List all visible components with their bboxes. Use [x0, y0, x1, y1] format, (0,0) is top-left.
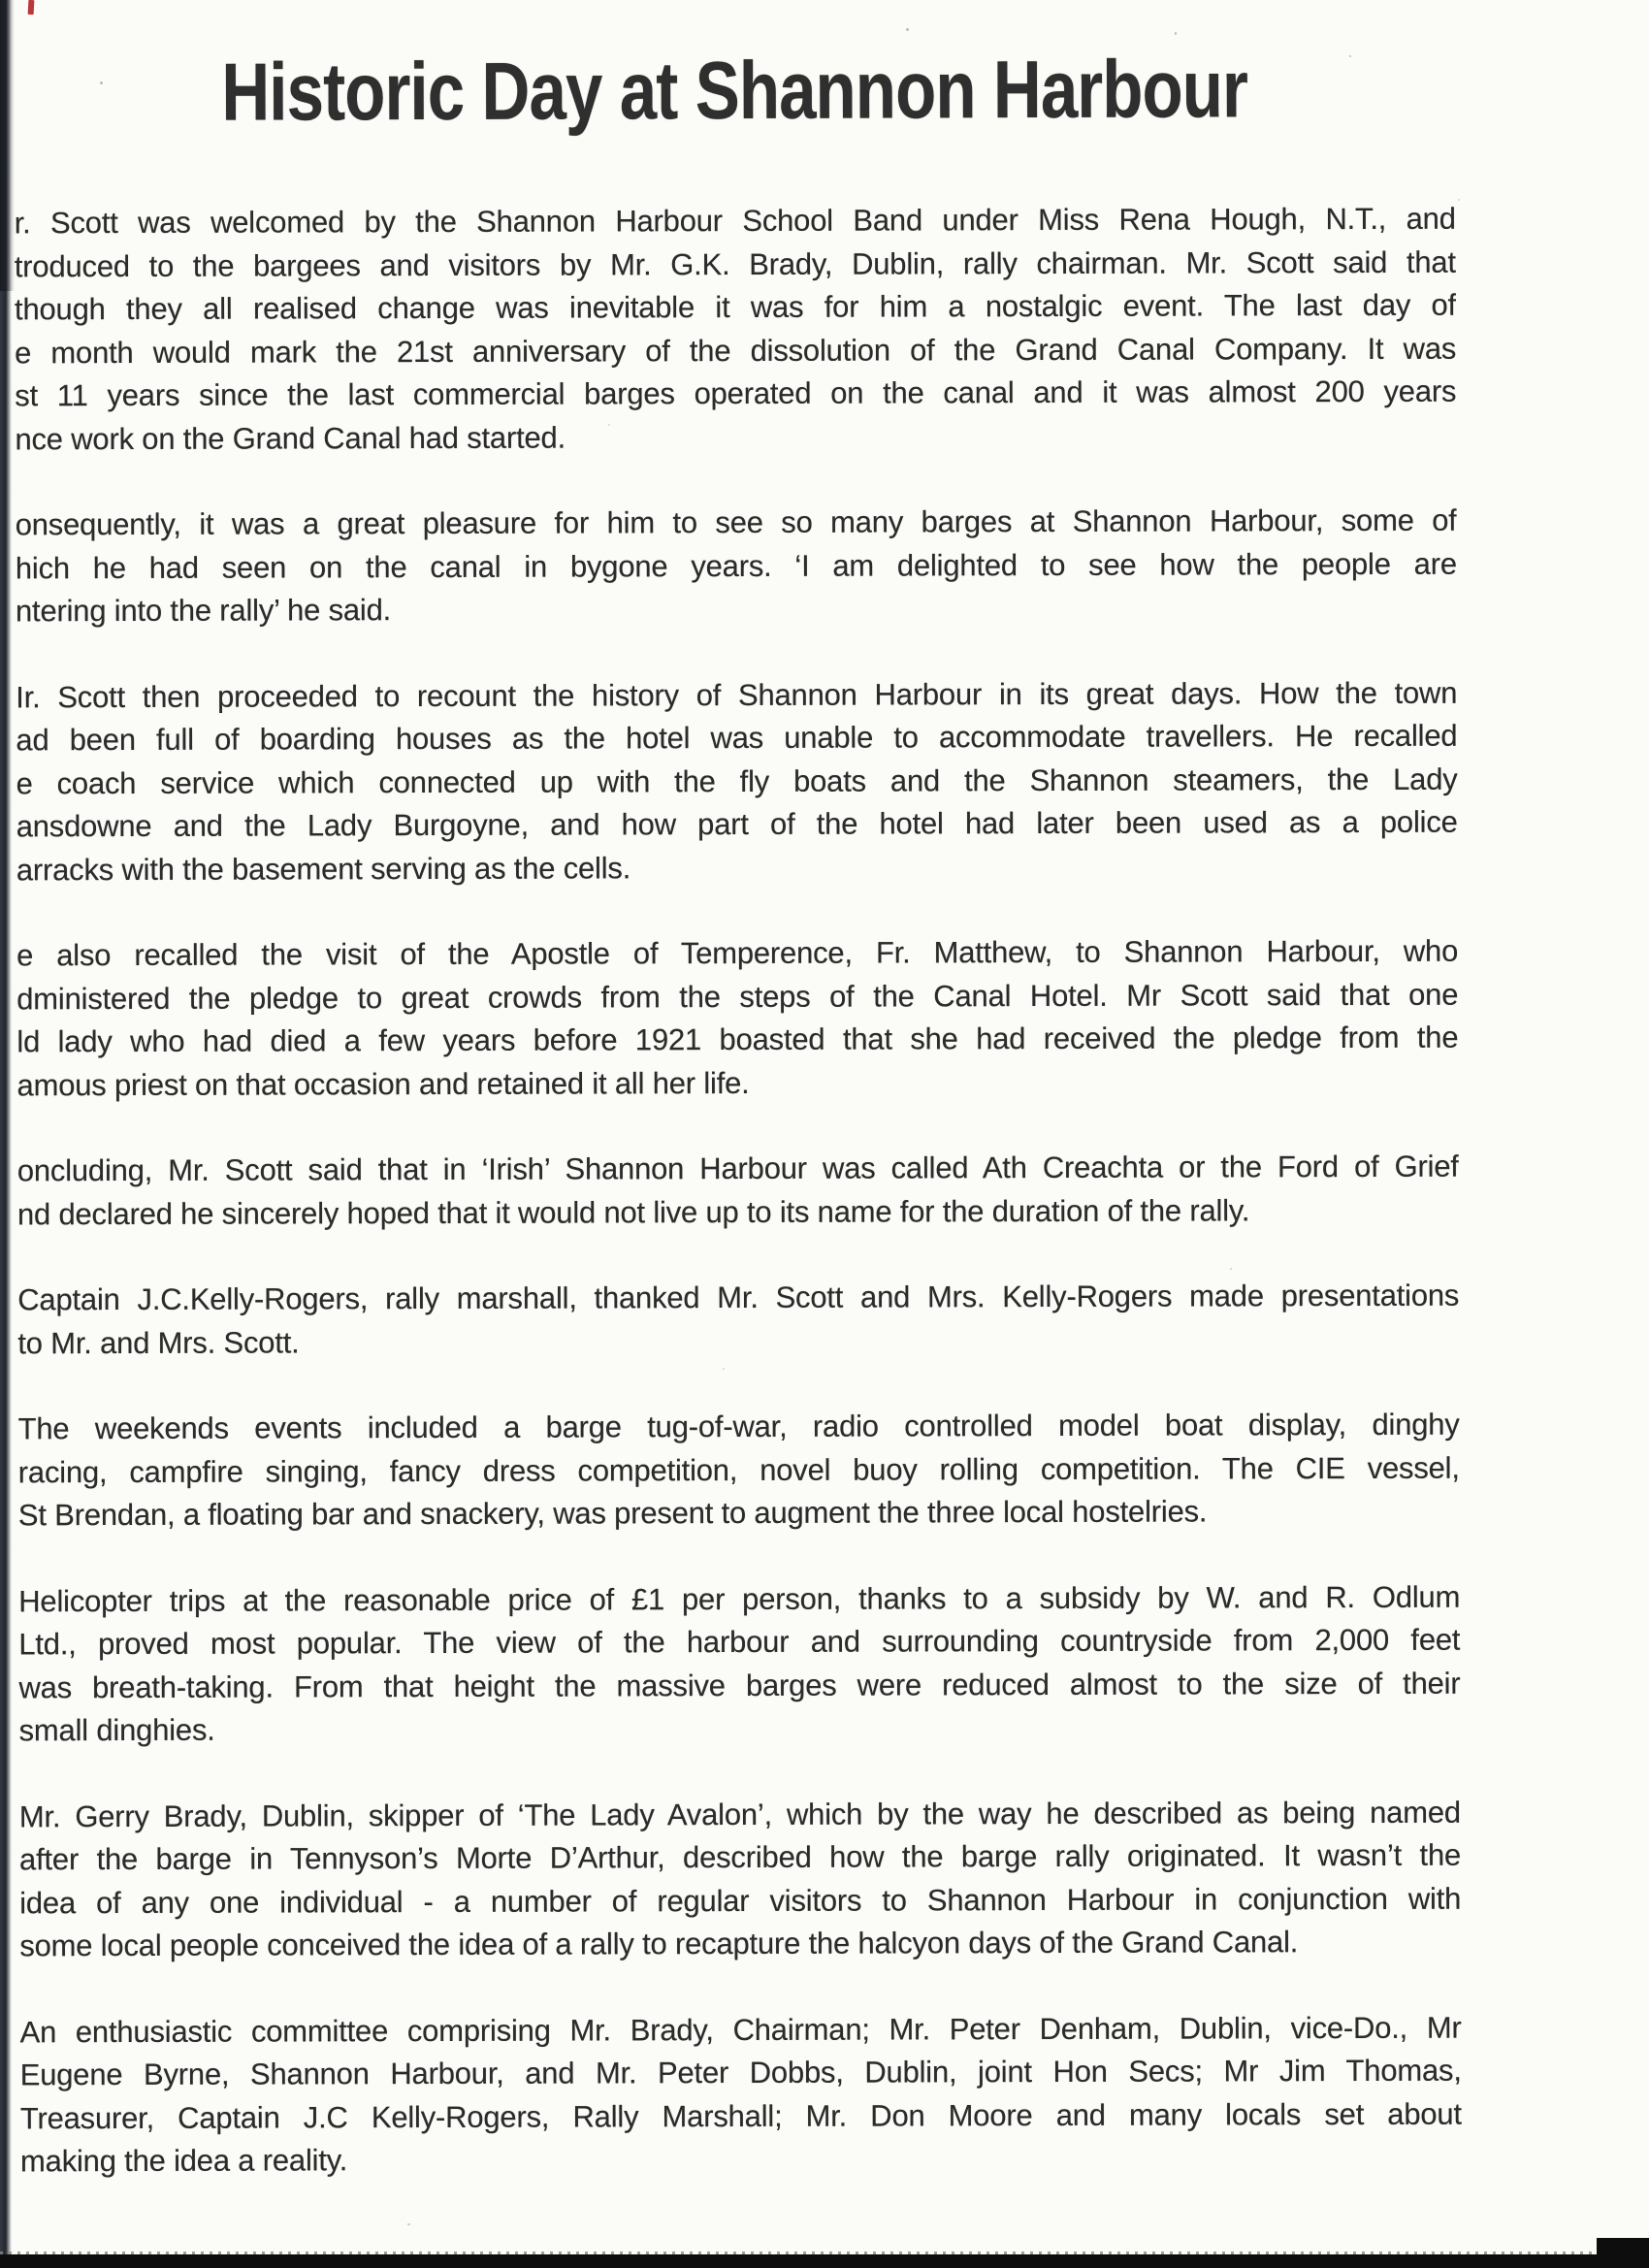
- text-line: Eugene Byrne, Shannon Harbour, and Mr. Peter Dobbs, Dublin, joint Hon Secs; Mr Jim Thomas,: [19, 2053, 1462, 2092]
- text-line: amous priest on that occasion and retained it all her life.: [16, 1065, 750, 1102]
- text-line: e also recalled the visit of the Apostle of Temperence, Fr. Matthew, to Shannon Harbour, who: [16, 933, 1459, 973]
- text-line: was breath-taking. From that height the massive barges were reduced almost to the size of their: [18, 1666, 1461, 1704]
- text-line: ansdowne and the Lady Burgoyne, and how part of the hotel had later been used as a police: [16, 804, 1458, 844]
- text-line: though they all realised change was inevitable it was for him a nostalgic event. The last day of: [14, 287, 1457, 327]
- text-line: hich he had seen on the canal in bygone years. ‘I am delighted to see how the people are: [15, 546, 1457, 585]
- text-line: Captain J.C.Kelly-Rogers, rally marshall, thanked Mr. Scott and Mrs. Kelly-Rogers made presentations: [17, 1278, 1460, 1317]
- text-line: small dinghies.: [18, 1712, 215, 1748]
- text-line: arracks with the basement serving as the cells.: [16, 850, 631, 887]
- paragraph-3: [16, 671, 1458, 891]
- text-line: Mr. Gerry Brady, Dublin, skipper of ‘The Lady Avalon’, which by the way he described as being named: [18, 1795, 1461, 1833]
- text-line: onsequently, it was a great pleasure for him to see so many barges at Shannon Harbour, some of: [15, 502, 1457, 542]
- text-line: The weekends events included a barge tug-of-war, radio controlled model boat display, dinghy: [17, 1407, 1460, 1446]
- text-line: idea of any one individual - a number of regular visitors to Shannon Harbour in conjunction with: [19, 1881, 1462, 1920]
- paragraph-4: [16, 930, 1459, 1108]
- text-line: ntering into the rally’ he said.: [15, 593, 392, 629]
- paragraph-10: [20, 2006, 1463, 2184]
- scan-bottom-bar: [0, 2254, 1649, 2268]
- scan-left-edge: [0, 0, 12, 2256]
- text-line: oncluding, Mr. Scott said that in ‘Irish’ Shannon Harbour was called Ath Creachta or the Ford of Grief: [16, 1149, 1459, 1188]
- text-line: e month would mark the 21st anniversary of the dissolution of the Grand Canal Company. It was: [15, 331, 1457, 370]
- paragraph-8: [18, 1575, 1461, 1753]
- scan-left-edge-shadow: [0, 0, 15, 291]
- scan-corner-notch: [1597, 2238, 1649, 2268]
- text-line: dministered the pledge to great crowds from the steps of the Canal Hotel. Mr Scott said that one: [16, 977, 1459, 1016]
- text-line: r. Scott was welcomed by the Shannon Harbour School Band under Miss Rena Hough, N.T., and: [14, 201, 1456, 241]
- text-line: after the barge in Tennyson’s Morte D’Arthur, described how the barge rally originated. It wasn’t the: [18, 1837, 1462, 1877]
- text-line: St Brendan, a floating bar and snackery, was present to augment the three local hostelries.: [17, 1494, 1208, 1533]
- page-title-text: Historic Day at Shannon Harbour: [221, 43, 1248, 138]
- paragraph-1: [15, 198, 1457, 462]
- text-line: Ltd., proved most popular. The view of the harbour and surrounding countryside from 2,000 feet: [18, 1622, 1461, 1662]
- text-line: Helicopter trips at the reasonable price of £1 per person, thanks to a subsidy by W. and R. Odlum: [18, 1579, 1461, 1618]
- text-line: ld lady who had died a few years before 1921 boasted that she had received the pledge from the: [16, 1020, 1459, 1059]
- paragraph-2: [16, 500, 1457, 633]
- text-line: to Mr. and Mrs. Scott.: [17, 1324, 300, 1360]
- text-line: Ir. Scott then proceeded to recount the history of Shannon Harbour in its great days. How the town: [16, 675, 1458, 714]
- text-line: making the idea a reality.: [19, 2143, 348, 2179]
- scan-speck: [1458, 199, 1460, 201]
- text-line: e coach service which connected up with the fly boats and the Shannon steamers, the Lady: [16, 761, 1458, 800]
- page-title: [14, 35, 1455, 146]
- text-line: st 11 years since the last commercial barges operated on the canal and it was almost 200 years: [15, 373, 1457, 413]
- paragraph-7: [18, 1404, 1460, 1538]
- paragraph-9: [19, 1791, 1462, 1968]
- text-line: Treasurer, Captain J.C Kelly-Rogers, Rally Marshall; Mr. Don Moore and many locals set about: [19, 2096, 1462, 2135]
- text-line: ad been full of boarding houses as the hotel was unable to accommodate travellers. He recalled: [16, 718, 1458, 758]
- text-line: An enthusiastic committee comprising Mr. Brady, Chairman; Mr. Peter Denham, Dublin, vice-Do., Mr: [19, 2010, 1462, 2049]
- article: [14, 0, 1462, 2226]
- text-line: some local people conceived the idea of a rally to recapture the halcyon days of the Grand Canal.: [19, 1925, 1299, 1963]
- text-line: racing, campfire singing, fancy dress competition, novel buoy rolling competition. The CIE vessel,: [17, 1450, 1460, 1489]
- paragraph-5: [17, 1146, 1459, 1237]
- paragraph-6: [17, 1275, 1459, 1366]
- article-body: [15, 198, 1462, 2184]
- text-line: nce work on the Grand Canal had started.: [15, 420, 566, 456]
- text-line: troduced to the bargees and visitors by Mr. G.K. Brady, Dublin, rally chairman. Mr. Scott said that: [14, 244, 1456, 283]
- text-line: nd declared he sincerely hoped that it would not live up to its name for the duration of the rally.: [16, 1192, 1250, 1231]
